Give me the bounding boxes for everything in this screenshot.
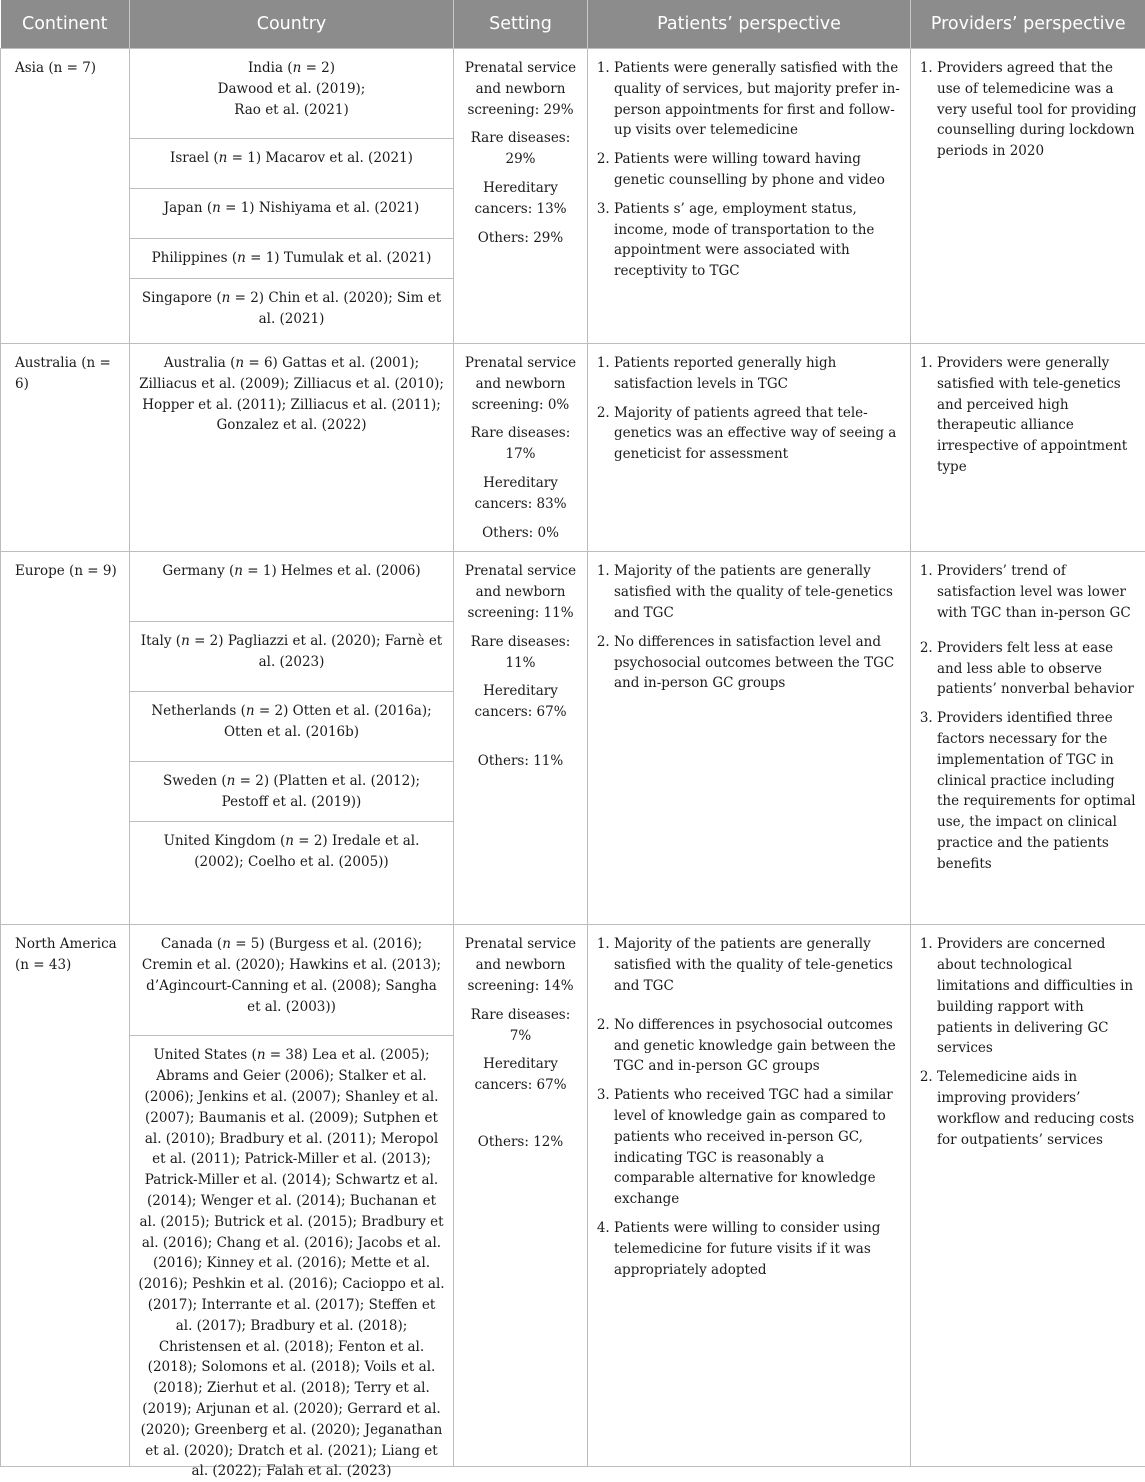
patients-point: 1. Majority of the patients are generally satisfied with the quality of tele-genetics and TGC [614,934,904,996]
setting-item: Prenatal service and newborn screening: 14% [458,934,583,996]
patients-point: 3. Patients s’ age, employment status, income, mode of transportation to the appointment were associated with receptivity to TGC [614,199,904,282]
continent-cell: Australia (n = 6) [1,344,130,552]
header-row [1,0,1145,49]
setting-item: Rare diseases: 17% [458,423,583,465]
country-entry: Israel (n = 1) Macarov et al. (2021) [130,139,453,189]
setting-item: Hereditary cancers: 83% [458,473,583,515]
patients-point: 2. No differences in psychosocial outcomes and genetic knowledge gain between the TGC and in-person GC groups [614,1015,904,1077]
setting-cell [454,925,588,1467]
country-cell [130,552,454,925]
country-entry: United States (n = 38) Lea et al. (2005); Abrams and Geier (2006); Stalker et al. (2006); Jenkins et al. (2007); Shanley et al. (2007); Baumanis et al. (2009); Sutphen et al. (2010); Bradbury et al. (2011); Meropol et al. (2011); Patrick-Miller et al. (2013); Patrick-Miller et al. (2014); Schwartz et al. (2014); Wenger et al. (2014); Buchanan et al. (2015); Butrick et al. (2015); Bradbury et al. (2016); Chang et al. (2016); Jacobs et al. (2016); Kinney et al. (2016); Mette et al. (2016); Peshkin et al. (2016); Cacioppo et al. (2017); Interrante et al. (2017); Steffen et al. (2017); Bradbury et al. (2018); Christensen et al. (2018); Fenton et al. (2018); Solomons et al. (2018); Voils et al. (2018); Zierhut et al. (2018); Terry et al. (2019); Arjunan et al. (2020); Gerrard et al. (2020); Greenberg et al. (2020); Jeganathan et al. (2020); Dratch et al. (2021); Liang et al. (2022); Falah et al. (2023) [130,1036,453,1456]
providers-point: 1. Providers are concerned about technological limitations and difficulties in building rapport with patients in delivering GC services [937,934,1139,1059]
country-entry: United Kingdom (n = 2) Iredale et al. (2002); Coelho et al. (2005)) [130,822,453,914]
country-entry: Canada (n = 5) (Burgess et al. (2016); Cremin et al. (2020); Hawkins et al. (2013); d’Agincourt-Canning et al. (2008); Sangha et al. (2003)) [130,925,453,1036]
setting-cell [454,344,588,552]
header-setting: Setting [454,0,588,49]
patients-point: 4. Patients were willing to consider using telemedicine for future visits if it was appropriately adopted [614,1218,904,1280]
country-entry: Germany (n = 1) Helmes et al. (2006) [130,552,453,622]
patients-perspective-cell [588,552,911,925]
continent-cell: Europe (n = 9) [1,552,130,925]
header-providers-perspective: Providers’ perspective [911,0,1145,49]
setting-item: Prenatal service and newborn screening: 11% [458,561,583,623]
patients-point: 2. Patients were willing toward having genetic counselling by phone and video [614,149,904,191]
country-cell [130,344,454,552]
header-country: Country [130,0,454,49]
table-row [1,552,1145,925]
setting-item: Hereditary cancers: 67% [458,1054,583,1096]
table-row [1,925,1145,1467]
header-patients-perspective: Patients’ perspective [588,0,911,49]
patients-point: 2. No differences in satisfaction level and psychosocial outcomes between the TGC and in-person GC groups [614,632,904,694]
patients-point: 3. Patients who received TGC had a similar level of knowledge gain as compared to patients who received in-person GC, indicating TGC is reasonably a comparable alternative for knowledge exchange [614,1085,904,1210]
country-entry: Sweden (n = 2) (Platten et al. (2012); Pestoff et al. (2019)) [130,762,453,822]
country-entry: Italy (n = 2) Pagliazzi et al. (2020); Farnè et al. (2023) [130,622,453,692]
providers-point: 1. Providers were generally satisfied with tele-genetics and perceived high therapeutic alliance irrespective of appointment type [937,353,1139,478]
setting-item: Others: 12% [458,1132,583,1153]
header-continent: Continent [1,0,130,49]
country-cell [130,925,454,1467]
setting-item: Prenatal service and newborn screening: 0% [458,353,583,415]
setting-cell [454,49,588,344]
country-entry: India (n = 2) Dawood et al. (2019); Rao et al. (2021) [130,49,453,139]
patients-perspective-cell [588,925,911,1467]
country-cell [130,49,454,344]
setting-cell [454,552,588,925]
providers-point: 2. Telemedicine aids in improving providers’ workflow and reducing costs for outpatients’ services [937,1067,1139,1150]
providers-point: 1. Providers’ trend of satisfaction level was lower with TGC than in-person GC [937,561,1139,623]
providers-perspective-cell [911,49,1145,344]
setting-item: Others: 11% [458,751,583,772]
continent-cell: North America (n = 43) [1,925,130,1467]
patients-point: 1. Patients reported generally high satisfaction levels in TGC [614,353,904,395]
patients-perspective-cell [588,49,911,344]
patients-point: 2. Majority of patients agreed that tele-genetics was an effective way of seeing a geneticist for assessment [614,403,904,465]
setting-item: Hereditary cancers: 13% [458,178,583,220]
patients-perspective-cell [588,344,911,552]
table-row [1,344,1145,552]
setting-item: Others: 0% [458,523,583,544]
country-entry: Australia (n = 6) Gattas et al. (2001); Zilliacus et al. (2009); Zilliacus et al. (2010); Hopper et al. (2011); Zilliacus et al. (2011); Gonzalez et al. (2022) [130,344,453,540]
patients-point: 1. Patients were generally satisfied with the quality of services, but majority prefer in-person appointments for first and follow-up visits over telemedicine [614,58,904,141]
providers-perspective-cell [911,925,1145,1467]
setting-item: Rare diseases: 11% [458,632,583,674]
country-entry: Singapore (n = 2) Chin et al. (2020); Sim et al. (2021) [130,279,453,334]
setting-item: Rare diseases: 29% [458,128,583,170]
country-entry: Japan (n = 1) Nishiyama et al. (2021) [130,189,453,239]
providers-perspective-cell [911,552,1145,925]
table-row [1,49,1145,344]
setting-item: Prenatal service and newborn screening: 29% [458,58,583,120]
setting-item: Others: 29% [458,228,583,249]
country-entry: Netherlands (n = 2) Otten et al. (2016a); Otten et al. (2016b) [130,692,453,762]
country-entry: Philippines (n = 1) Tumulak et al. (2021) [130,239,453,279]
providers-perspective-cell [911,344,1145,552]
providers-point: 3. Providers identified three factors necessary for the implementation of TGC in clinical practice including the requirements for optimal use, the impact on clinical practice and the patients benefits [937,708,1139,874]
patients-point: 1. Majority of the patients are generally satisfied with the quality of tele-genetics and TGC [614,561,904,623]
providers-point: 2. Providers felt less at ease and less able to observe patients’ nonverbal behavior [937,638,1139,700]
continent-cell: Asia (n = 7) [1,49,130,344]
providers-point: 1. Providers agreed that the use of telemedicine was a very useful tool for providing counselling during lockdown periods in 2020 [937,58,1139,162]
setting-item: Rare diseases: 7% [458,1005,583,1047]
setting-item: Hereditary cancers: 67% [458,681,583,723]
